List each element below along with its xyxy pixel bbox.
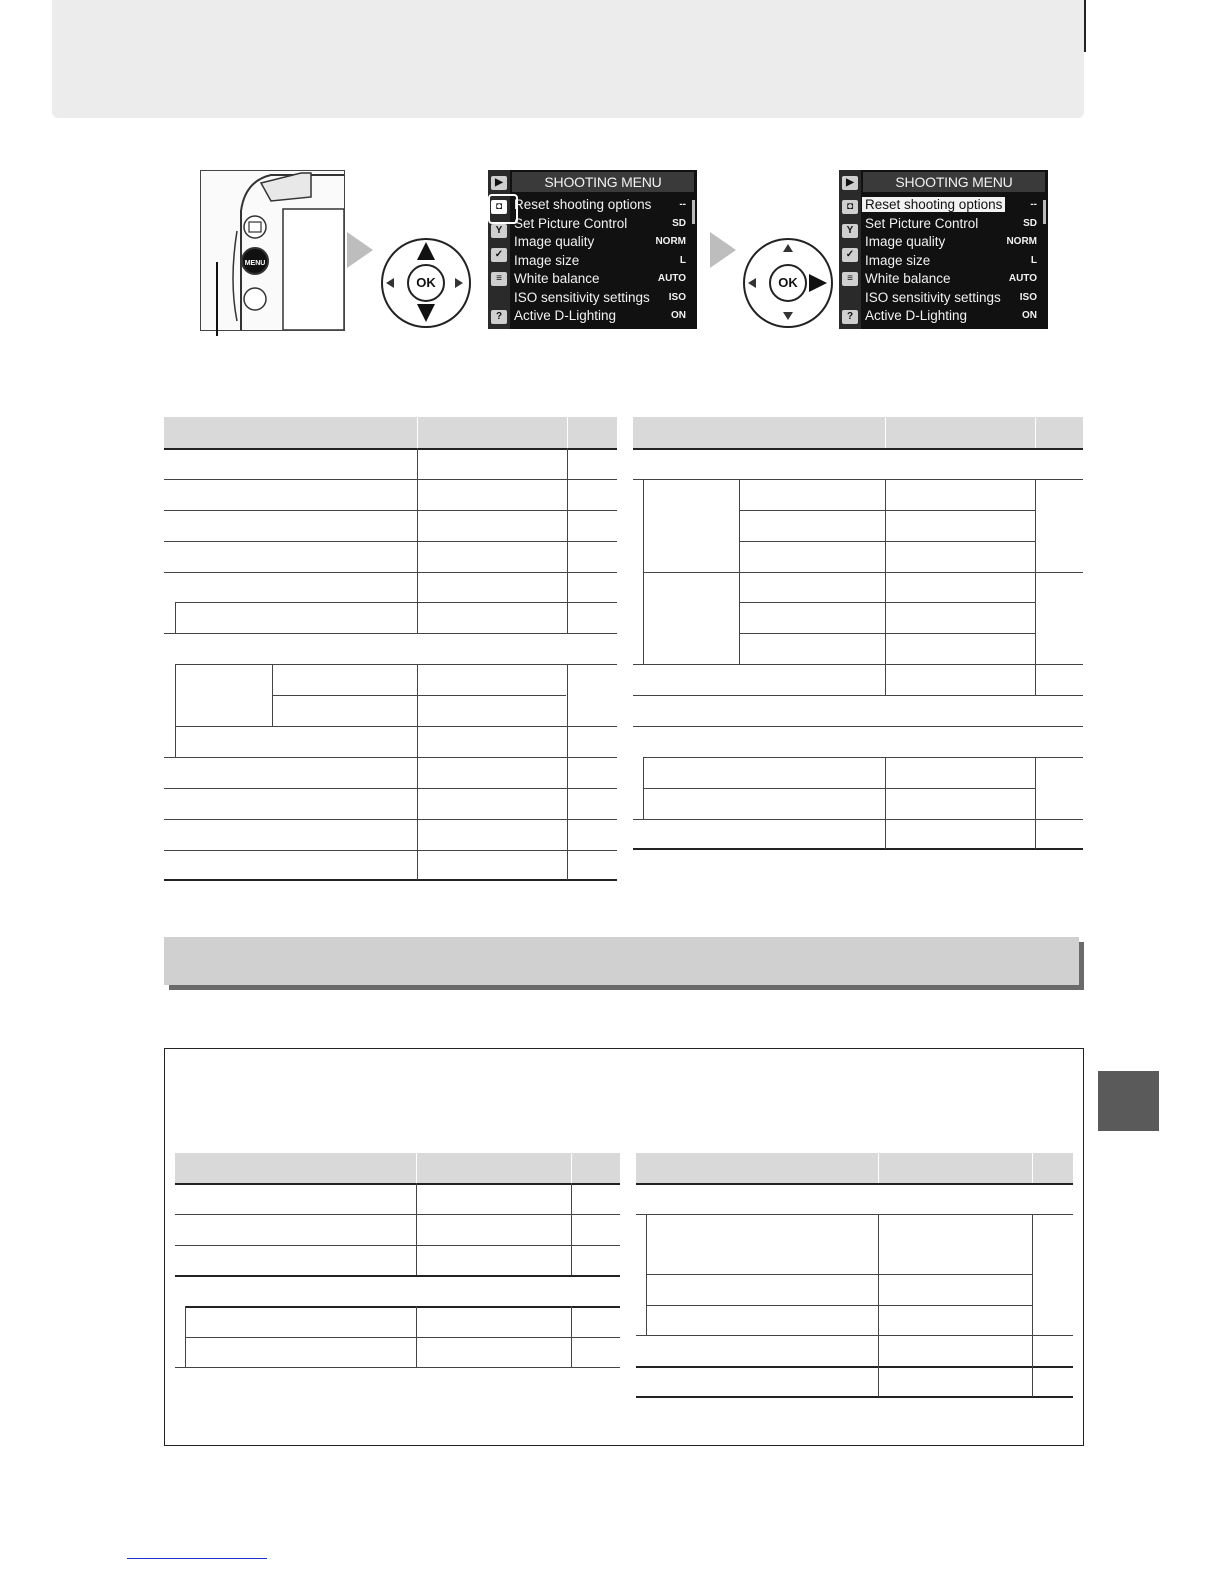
camera-back-illustration bbox=[200, 170, 345, 331]
left-arrow-icon bbox=[386, 278, 394, 288]
menu-item: Image size L bbox=[865, 253, 1037, 268]
menu-item: Set Picture Control SD bbox=[514, 216, 686, 231]
up-arrow-icon bbox=[417, 242, 435, 260]
setup-tab-icon: Y bbox=[842, 224, 858, 238]
page-header-band bbox=[52, 0, 1084, 118]
retouch-tab-icon: ✓ bbox=[842, 248, 858, 262]
recent-settings-tab-icon: ≡ bbox=[491, 272, 507, 286]
playback-tab-icon: ▶ bbox=[491, 176, 507, 190]
section-heading-bar bbox=[164, 937, 1079, 985]
table-header bbox=[636, 1153, 1073, 1183]
right-arrow-icon bbox=[809, 274, 827, 292]
menu-item: Image quality NORM bbox=[514, 234, 686, 249]
playback-tab-icon: ▶ bbox=[842, 176, 858, 190]
menu-item-selected: Reset shooting options -- bbox=[865, 196, 1041, 214]
table-header bbox=[164, 417, 617, 448]
recent-settings-tab-icon: ≡ bbox=[842, 272, 858, 286]
shooting-menu-screen bbox=[488, 170, 697, 329]
retouch-tab-icon: ✓ bbox=[491, 248, 507, 262]
camera-body-drawing bbox=[201, 171, 344, 330]
menu-title: SHOOTING MENU bbox=[512, 172, 694, 192]
crop-mark bbox=[1084, 0, 1086, 52]
shooting-menu-screen bbox=[839, 170, 1048, 329]
menu-item: Active D-Lighting ON bbox=[865, 308, 1037, 323]
ok-button: OK bbox=[769, 264, 807, 302]
table-header bbox=[633, 417, 1083, 448]
down-arrow-icon bbox=[783, 312, 793, 320]
step-arrow bbox=[347, 232, 373, 268]
right-arrow-icon bbox=[455, 278, 463, 288]
table-header bbox=[175, 1153, 620, 1183]
step-arrow bbox=[710, 232, 736, 268]
help-icon: ? bbox=[491, 310, 507, 324]
setup-tab-icon: Y bbox=[491, 224, 507, 238]
menu-item: Active D-Lighting ON bbox=[514, 308, 686, 323]
ok-button: OK bbox=[407, 264, 445, 302]
menu-item: White balance AUTO bbox=[865, 271, 1037, 286]
up-arrow-icon bbox=[783, 244, 793, 252]
menu-title: SHOOTING MENU bbox=[863, 172, 1045, 192]
menu-item: Set Picture Control SD bbox=[865, 216, 1037, 231]
down-arrow-icon bbox=[417, 304, 435, 322]
menu-item: White balance AUTO bbox=[514, 271, 686, 286]
defaults-table-right bbox=[633, 417, 1083, 850]
menu-button-pointer bbox=[216, 262, 218, 336]
help-icon: ? bbox=[842, 310, 858, 324]
note-box bbox=[164, 1048, 1084, 1446]
camera-tab-icon: ◘ bbox=[842, 200, 858, 214]
scrollbar bbox=[1043, 200, 1046, 224]
multi-selector-dial bbox=[743, 238, 833, 328]
defaults-table-left bbox=[164, 417, 617, 881]
note-table-left bbox=[175, 1153, 620, 1369]
multi-selector-dial bbox=[381, 238, 471, 328]
menu-item: ISO sensitivity settings ISO bbox=[865, 290, 1037, 305]
scrollbar bbox=[692, 200, 695, 224]
svg-text:MENU: MENU bbox=[244, 260, 266, 267]
camera-tab-icon: ◘ bbox=[491, 200, 507, 214]
menu-item: Image size L bbox=[514, 253, 686, 268]
note-table-right bbox=[636, 1153, 1073, 1399]
menu-item: ISO sensitivity settings ISO bbox=[514, 290, 686, 305]
left-arrow-icon bbox=[748, 278, 756, 288]
menu-item: Image quality NORM bbox=[865, 234, 1037, 249]
footer-link-underline bbox=[127, 1558, 267, 1559]
chapter-side-tab bbox=[1098, 1071, 1159, 1131]
menu-item: Reset shooting options -- bbox=[514, 197, 686, 212]
